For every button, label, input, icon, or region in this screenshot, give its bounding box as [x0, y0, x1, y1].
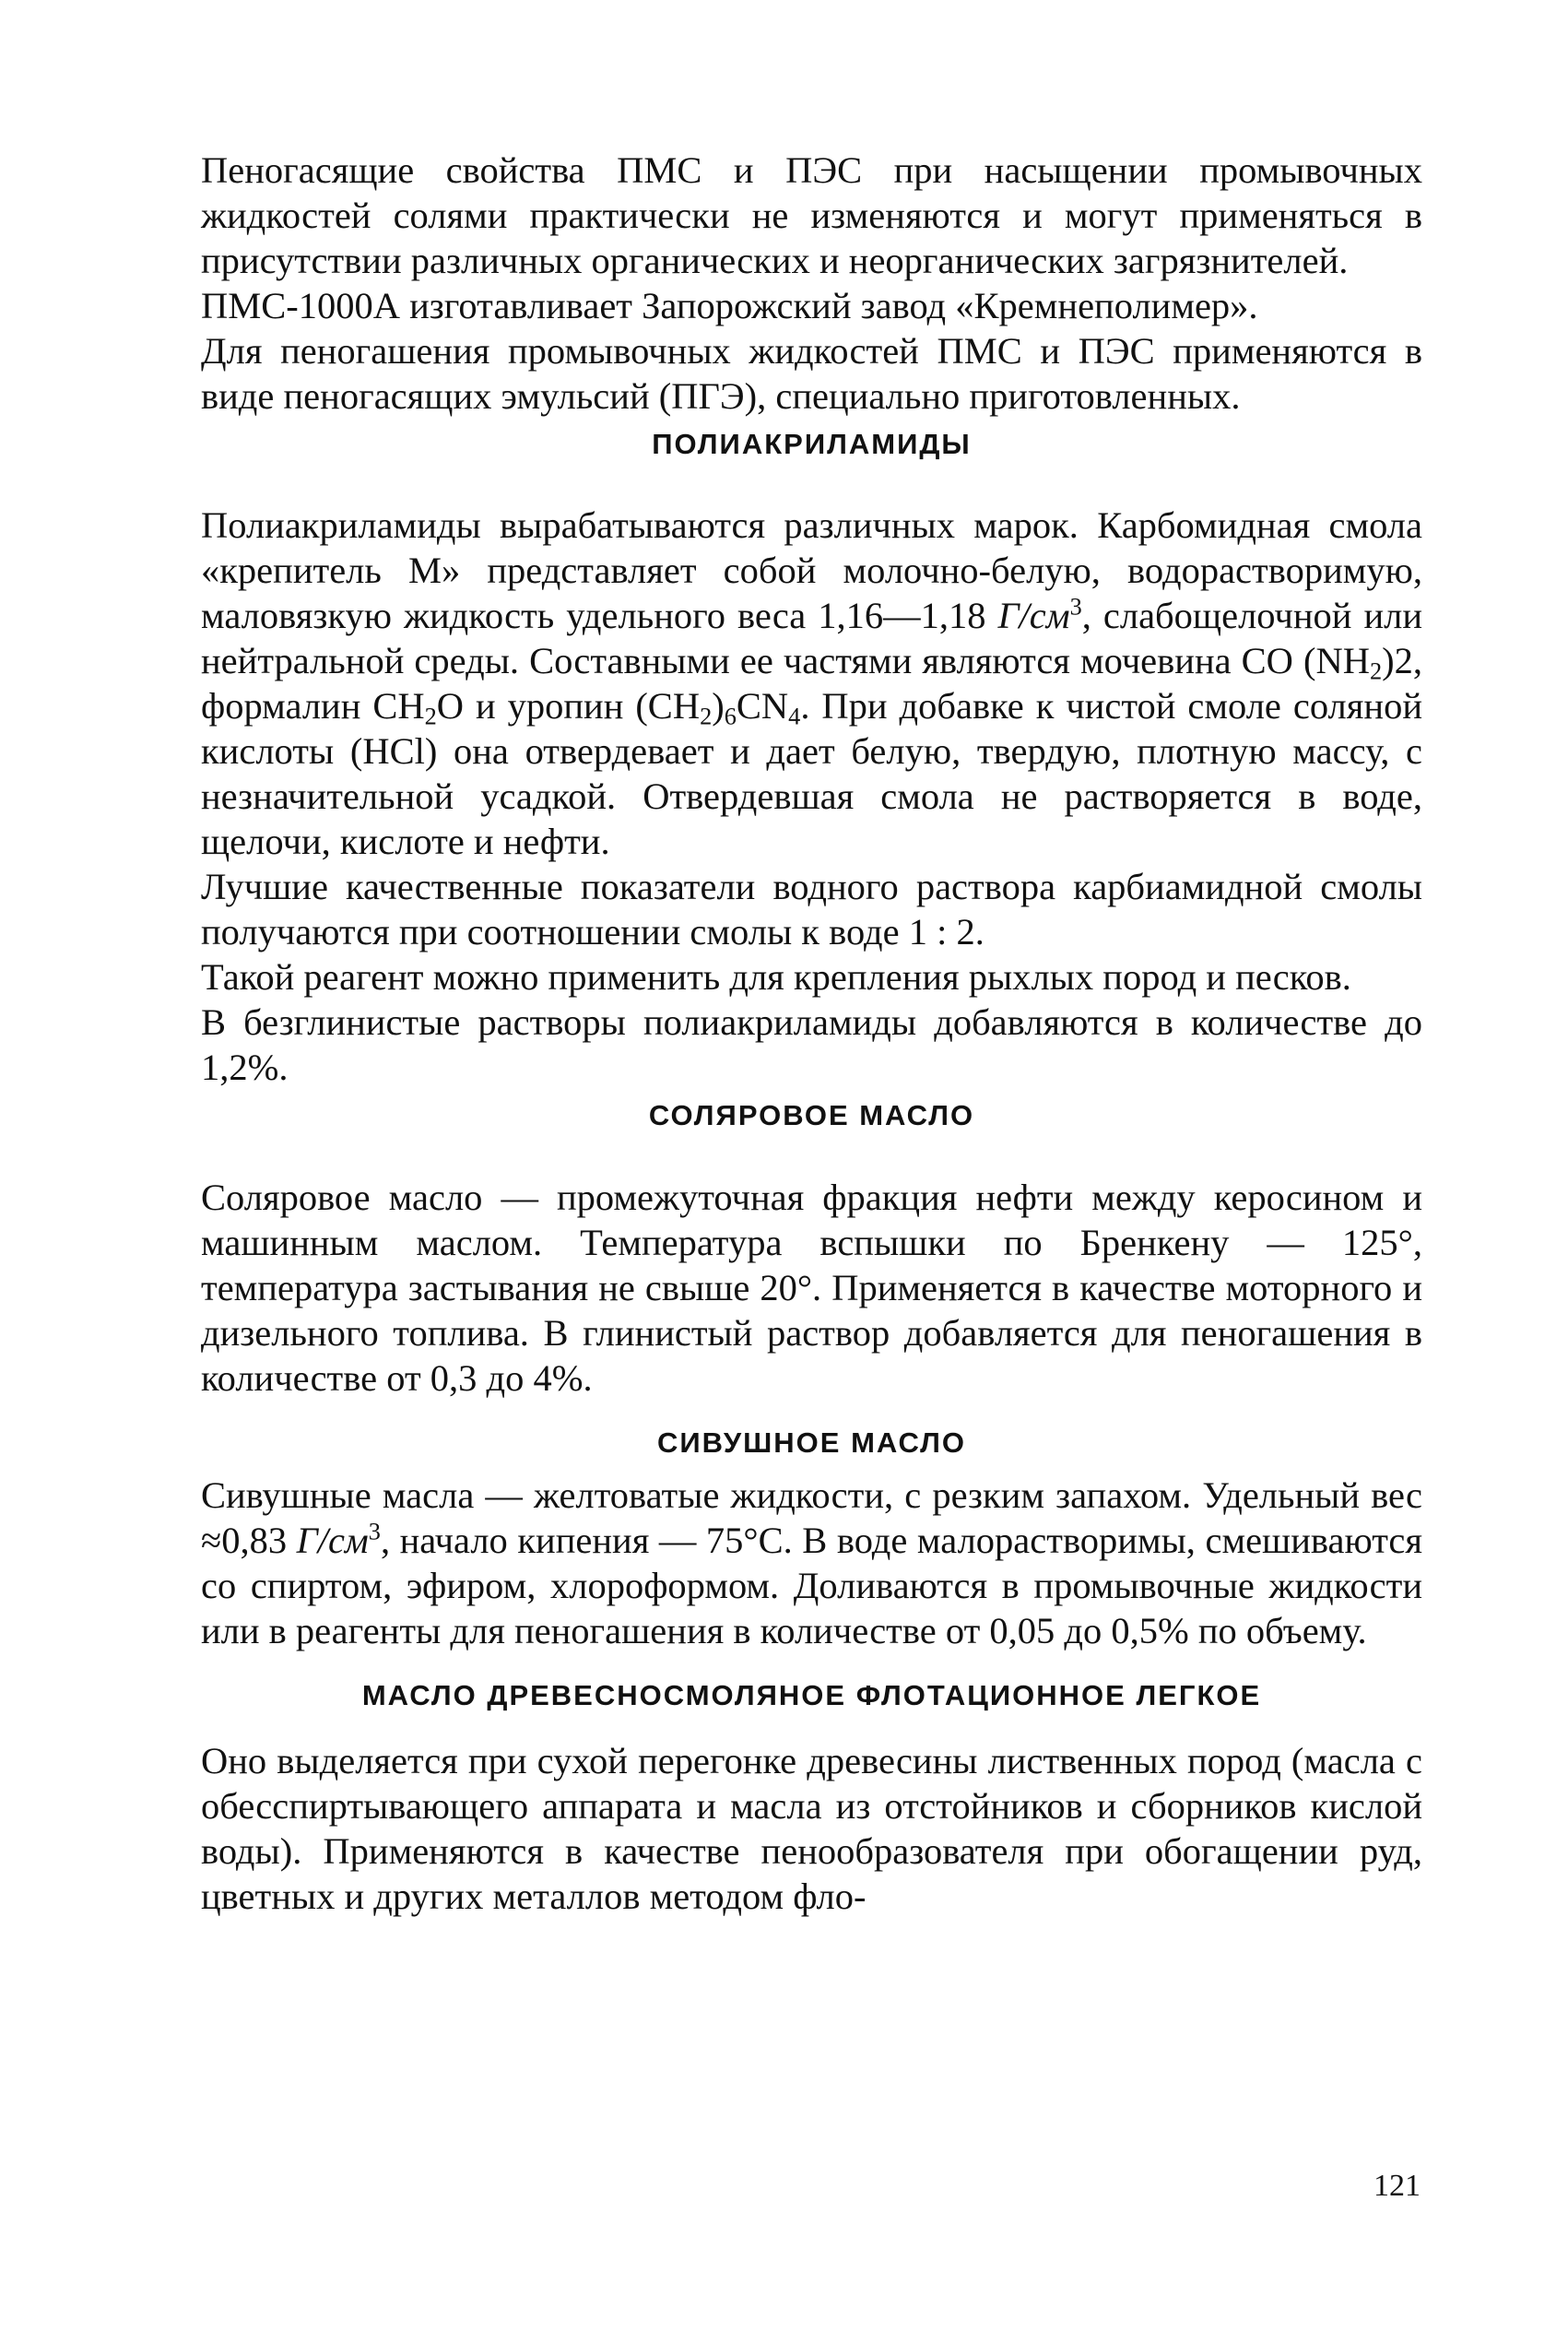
paragraph-text: , слабощелочной или нейтральной среды. Составными ее частями являются мочевина CO (NH	[201, 595, 1422, 681]
section-heading-fusel-oil: СИВУШНОЕ МАСЛО	[656, 1426, 967, 1459]
paragraph-text: Такой реагент можно применить для крепления рыхлых пород и песков.	[201, 956, 1351, 998]
paragraph-pms-manufacturer	[201, 283, 1422, 328]
section-heading-wood-tar-oil: МАСЛО ДРЕВЕСНОСМОЛЯНОЕ ФЛОТАЦИОННОЕ ЛЕГКОЕ	[361, 1679, 1262, 1711]
paragraph-text: Для пеногашения промывочных жидкостей ПМС и ПЭС применяются в виде пеногасящих эмульсий (ПГЭ), специально приготовленных.	[201, 330, 1422, 417]
section-heading-solar-oil: СОЛЯРОВОЕ МАСЛО	[648, 1099, 975, 1131]
paragraph-polyacrylamides-description	[201, 503, 1422, 864]
superscript: 3	[368, 1518, 381, 1545]
paragraph-text: )2, формалин CH	[201, 640, 1422, 727]
paragraph-wood-tar-oil	[201, 1738, 1422, 1919]
paragraph-resin-solution-quality	[201, 864, 1422, 954]
paragraph-text: Оно выделяется при сухой перегонке древесины лиственных пород (масла с обесспиртывающего аппарата и масла из отстойников и сборников кислой воды). Применяются в качестве пенообразователя при обогащении руд, цветных и других металлов методом фло-	[201, 1740, 1422, 1917]
paragraph-text: ПМС-1000А изготавливает Запорожский завод «Кремнеполимер».	[201, 285, 1258, 326]
paragraph-pms-pes-properties	[201, 148, 1422, 283]
subscript: 6	[724, 703, 737, 730]
paragraph-reagent-use	[201, 954, 1422, 1000]
paragraph-text: . При добавке к чистой смоле соляной кислоты (HCl) она отвердевает и дает белую, твердую, плотную массу, с незначительной усадкой. Отвердевшая смола не растворяется в воде, щелочи, кислоте и нефти.	[201, 685, 1422, 862]
subscript: 2	[424, 703, 437, 730]
paragraph-solar-oil	[201, 1175, 1422, 1401]
paragraph-text: )	[712, 685, 725, 727]
paragraph-clayless-solutions	[201, 1000, 1422, 1090]
section-heading-polyacrylamides: ПОЛИАКРИЛАМИДЫ	[652, 428, 972, 460]
subscript: 2	[700, 703, 713, 730]
paragraph-text: Полиакриламиды вырабатываются различных марок. Карбомидная смола «крепитель М» представляет собой молочно-белую, водорастворимую, маловязкую жидкость удельного веса 1,16—1,18	[201, 504, 1422, 636]
paragraph-fusel-oil	[201, 1473, 1422, 1653]
paragraph-text: В безглинистые растворы полиакриламиды добавляются в количестве до 1,2%.	[201, 1001, 1422, 1088]
paragraph-text: CN	[736, 685, 789, 727]
page-body	[201, 148, 1422, 1919]
unit-text: Г/см	[296, 1520, 369, 1561]
paragraph-text: Пеногасящие свойства ПМС и ПЭС при насыщении промывочных жидкостей солями практически не изменяются и могут применяться в присутствии различных органических и неорганических загрязнителей.	[201, 149, 1422, 281]
paragraph-text: Сивушные масла — желтоватые жидкости, с резким запахом. Удельный вес ≈0,83	[201, 1474, 1422, 1561]
paragraph-pge-emulsions	[201, 328, 1422, 419]
paragraph-text: Соляровое масло — промежуточная фракция нефти между керосином и машинным маслом. Температура вспышки по Бренкену — 125°, температура застывания не свыше 20°. Применяется в качестве моторного и дизельного топлива. В глинистый раствор добавляется для пеногашения в количестве от 0,3 до 4%.	[201, 1177, 1422, 1399]
superscript: 3	[1069, 593, 1082, 621]
unit-text: Г/см	[997, 595, 1070, 636]
subscript: 4	[788, 703, 801, 730]
subscript: 2	[1369, 657, 1383, 685]
paragraph-text: Лучшие качественные показатели водного раствора карбиамидной смолы получаются при соотношении смолы к воде 1 : 2.	[201, 866, 1422, 953]
page-number: 121	[1373, 2169, 1421, 2203]
paragraph-text: O и уропин (CH	[436, 685, 701, 727]
paragraph-text: , начало кипения — 75°С. В воде малорастворимы, смешиваются со спиртом, эфиром, хлороформом. Доливаются в промывочные жидкости или в реагенты для пеногашения в количестве от 0,05 до 0,5% по объему.	[201, 1520, 1423, 1651]
